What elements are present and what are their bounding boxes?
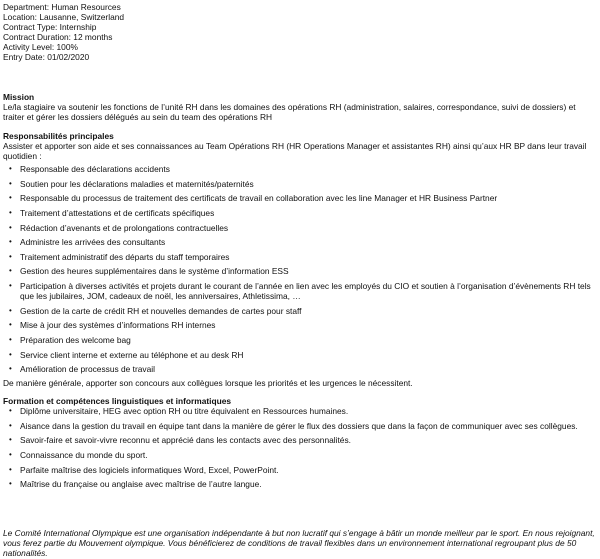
list-item-text: Maîtrise du française ou anglaise avec maîtrise de l’autre langue. [20, 479, 262, 490]
responsibilities-intro: Assister et apporter son aide et ses connaissances au Team Opérations RH (HR Operations Manager et assistantes RH) ainsi qu’aux HR BP dans leur travail quotidien : [3, 140, 587, 162]
bullet-icon: • [9, 435, 12, 445]
bullet-icon: • [9, 334, 12, 344]
list-item [9, 421, 597, 431]
list-item [9, 237, 597, 247]
list-item-text: Préparation des welcome bag [20, 334, 131, 345]
list-item-text: Savoir-faire et savoir-vivre reconnu et apprécié dans les contacts avec des personnalités. [20, 435, 351, 446]
list-item-text: Administre les arrivées des consultants [20, 237, 166, 248]
bullet-icon: • [9, 464, 12, 474]
bullet-icon: • [9, 208, 12, 217]
bullet-icon: • [9, 349, 12, 359]
formation-section [3, 396, 597, 489]
list-item-text: Gestion de la carte de crédit RH et nouvelles demandes de cartes pour staff [20, 305, 302, 316]
bullet-icon: • [9, 266, 12, 276]
list-item-text: Diplôme universitaire, HEG avec option RH ou titre équivalent en Ressources humaines. [20, 406, 349, 417]
list-item-text: Responsable du processus de traitement des certificats de travail en collaboration avec les line Manager et HR Business Partner [20, 193, 498, 204]
bullet-icon: • [9, 364, 12, 374]
formation-list [3, 406, 597, 489]
bullet-icon: • [9, 237, 12, 247]
bullet-icon: • [9, 251, 12, 261]
location-line: Location: Lausanne, Switzerland [3, 12, 125, 22]
contract-duration-line: Contract Duration: 12 months [3, 32, 113, 42]
bullet-icon: • [9, 449, 12, 459]
bullet-icon: • [9, 280, 12, 290]
activity-level-line: Activity Level: 100% [3, 42, 78, 52]
list-item [9, 450, 597, 460]
mission-title: Mission [3, 92, 35, 102]
list-item [9, 406, 597, 416]
entry-date-line: Entry Date: 01/02/2020 [3, 52, 90, 62]
list-item-text: Amélioration de processus de travail [20, 364, 155, 375]
list-item [9, 266, 597, 276]
responsibilities-section [3, 131, 597, 388]
list-item [9, 306, 597, 316]
list-item-text: Gestion des heures supplémentaires dans le système d’information ESS [20, 266, 289, 277]
list-item-text: Parfaite maîtrise des logiciels informatiques Word, Excel, PowerPoint. [20, 464, 279, 475]
responsibilities-title: Responsabilités principales [3, 130, 114, 141]
list-item [9, 252, 597, 262]
department-line: Department: Human Resources [3, 2, 121, 12]
contract-type-line: Contract Type: Internship [3, 22, 97, 32]
list-item-text: Service client interne et externe au téléphone et au desk RH [20, 349, 244, 360]
bullet-icon: • [9, 406, 12, 416]
bullet-icon: • [9, 305, 12, 315]
footer-text: Le Comité International Olympique est une organisation indépendante à but non lucratif qui s’engage à bâtir un monde meilleur par le sport. En nous rejoignant, vous ferez partie du Mouvement olympique. Vous bénéficierez de conditions de travail flexibles dans un environnement international regroupant plus de 50 nationalités. [3, 528, 595, 559]
list-item [9, 435, 597, 445]
mission-section [3, 92, 597, 123]
list-item-text: Responsable des déclarations accidents [20, 164, 170, 175]
list-item-text: Traitement administratif des départs du staff temporaires [20, 251, 230, 262]
job-meta [3, 2, 597, 62]
formation-title: Formation et compétences linguistiques et informatiques [3, 395, 232, 406]
bullet-icon: • [9, 178, 12, 188]
responsibilities-list [3, 164, 597, 374]
list-item [9, 223, 597, 233]
list-item [9, 364, 597, 374]
list-item [9, 164, 597, 174]
list-item-text: Aisance dans la gestion du travail en équipe tant dans la manière de gérer le flux des dossiers que dans la façon de communiquer avec ses collègues. [20, 420, 578, 431]
bullet-icon: • [9, 420, 12, 430]
list-item [9, 479, 597, 489]
list-item-text: Mise à jour des systèmes d’informations RH internes [20, 320, 216, 331]
list-item-text: Participation à diverses activités et projets durant le courant de l’année en lien avec les employés du CIO et soutien à l’organisation d’évènements RH tels que les jubilaires, JOM, cadeaux de noël, les anniversaires, Athletissima, … [20, 280, 591, 302]
bullet-icon: • [9, 193, 12, 203]
bullet-icon: • [9, 222, 12, 232]
bullet-icon: • [9, 479, 12, 489]
list-item-text: Traitement d’attestations et de certificats spécifiques [20, 208, 215, 218]
list-item [9, 179, 597, 189]
list-item [9, 465, 597, 475]
list-item [9, 193, 597, 203]
bullet-icon: • [9, 164, 12, 174]
list-item [9, 208, 597, 218]
list-item [9, 281, 597, 301]
list-item [9, 320, 597, 330]
bullet-icon: • [9, 320, 12, 330]
list-item-text: Connaissance du monde du sport. [20, 449, 148, 460]
mission-text: Le/la stagiaire va soutenir les fonctions de l’unité RH dans les domaines des opérations RH (administration, salaires, correspondance, suivi de dossiers) et traiter et gérer les dossiers délégués au sein du team des opérations RH [3, 102, 576, 123]
list-item-text: Soutien pour les déclarations maladies et maternités/paternités [20, 178, 254, 189]
job-description-page [3, 2, 597, 494]
list-item-text: Rédaction d’avenants et de prolongations contractuelles [20, 222, 229, 233]
responsibilities-closing: De manière générale, apporter son concours aux collègues lorsque les priorités et les urgences le nécessitent. [3, 377, 413, 388]
list-item [9, 335, 597, 345]
list-item [9, 350, 597, 360]
